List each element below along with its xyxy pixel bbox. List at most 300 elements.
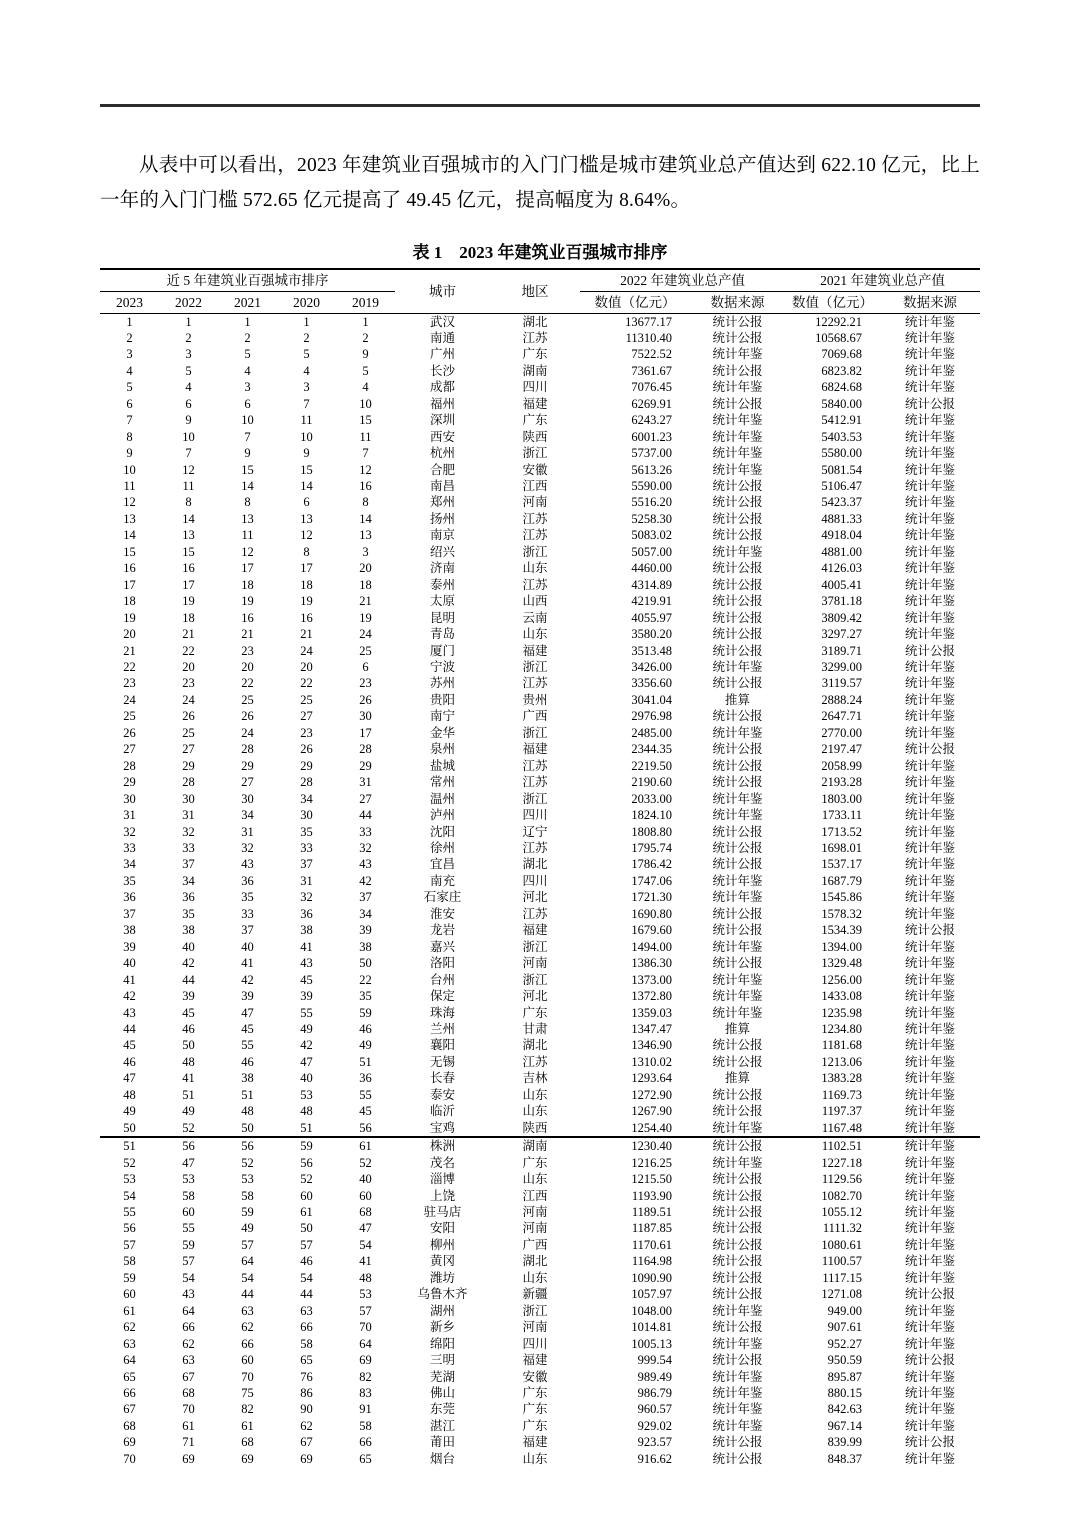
cell-rank-2022: 22 [182,643,195,658]
cell-rank-2020: 15 [300,462,313,477]
cell-rank-2020: 45 [300,972,313,987]
cell-rank-2022: 20 [182,660,195,675]
cell-rank-2019: 39 [359,923,372,938]
cell-rank-2019: 16 [359,479,372,494]
cell-value-2021: 1394.00 [821,939,863,954]
cell-region: 广东 [522,1402,548,1417]
cell-source-2021: 统计年鉴 [905,1054,956,1069]
cell-value-2022: 1267.90 [631,1104,673,1119]
cell-region: 江苏 [522,577,548,592]
cell-source-2021: 统计年鉴 [905,841,956,855]
cell-region: 浙江 [522,725,548,740]
cell-rank-2020: 44 [300,1287,313,1302]
cell-region: 福建 [522,396,548,411]
cell-rank-2023: 27 [123,742,136,757]
cell-rank-2021: 48 [241,1104,254,1119]
cell-source-2021: 统计年鉴 [905,1204,956,1219]
cell-rank-2020: 38 [300,923,313,938]
cell-rank-2019: 38 [359,939,372,954]
cell-city: 武汉 [430,314,456,329]
cell-rank-2019: 37 [359,890,372,905]
cell-value-2022: 1293.64 [631,1071,673,1086]
table-row [100,1385,980,1401]
cell-value-2022: 1090.90 [631,1270,673,1285]
cell-region: 广西 [522,1237,548,1252]
cell-rank-2019: 2 [362,330,369,345]
cell-region: 湖南 [490,1137,580,1154]
cell-rank-2019: 58 [359,1418,372,1433]
table-row [100,1434,980,1450]
table-row [100,1286,980,1302]
cell-source-2022: 统计年鉴 [712,939,763,954]
cell-rank-2021: 14 [241,479,254,494]
cell-rank-2022: 6 [185,396,192,411]
cell-source-2022: 统计年鉴 [712,380,763,395]
cell-value-2022: 2344.35 [631,742,673,757]
cell-value-2022: 1005.13 [631,1336,673,1351]
cell-rank-2021: 16 [241,610,254,625]
cell-value-2021: 949.00 [827,1303,863,1318]
cell-value-2022: 13677.17 [625,314,673,329]
cell-rank-2019: 23 [359,676,372,691]
cell-source-2021: 统计年鉴 [905,972,956,987]
cell-rank-2022: 33 [182,841,195,855]
cell-source-2021: 统计年鉴 [905,314,956,329]
cell-city: 泰安 [430,1087,456,1102]
cell-rank-2023: 35 [123,873,136,888]
cell-rank-2019: 54 [359,1237,372,1252]
cell-source-2021: 统计年鉴 [905,1237,956,1252]
cell-rank-2019: 8 [362,495,369,510]
cell-source-2022: 统计年鉴 [712,1120,763,1135]
table-row [100,741,980,757]
cell-city: 淮安 [430,906,456,921]
cell-value-2021: 1235.98 [821,1005,863,1020]
cell-rank-2022: 8 [185,495,192,510]
cell-rank-2022: 25 [182,725,195,740]
cell-city: 绵阳 [430,1336,456,1351]
cell-rank-2023: 64 [123,1353,136,1368]
cell-rank-2019: 61 [336,1137,395,1154]
cell-rank-2020: 55 [300,1005,313,1020]
cell-rank-2022: 13 [182,528,195,543]
cell-source-2022: 统计公报 [712,627,763,642]
cell-rank-2022: 37 [182,857,195,872]
cell-source-2022: 统计公报 [712,824,763,839]
cell-rank-2021: 46 [241,1054,254,1069]
header-rank-group: 近 5 年建筑业百强城市排序 [100,269,395,292]
cell-source-2021: 统计年鉴 [905,1270,956,1285]
cell-rank-2020: 63 [300,1303,313,1318]
table-row [100,1401,980,1417]
cell-rank-2023: 33 [123,841,136,855]
cell-value-2021: 7069.68 [821,347,863,362]
cell-rank-2019: 82 [359,1369,372,1384]
cell-value-2022: 1216.25 [631,1155,673,1170]
cell-source-2021: 统计年鉴 [905,479,956,494]
cell-rank-2021: 44 [241,1287,254,1302]
cell-rank-2021: 30 [241,791,254,806]
cell-rank-2020: 54 [300,1270,313,1285]
cell-source-2021: 统计年鉴 [905,1320,956,1335]
cell-value-2022: 1359.03 [631,1005,673,1020]
cell-rank-2021: 23 [241,643,254,658]
cell-source-2022: 统计公报 [712,643,763,658]
cell-city: 南京 [430,528,456,543]
cell-rank-2020: 39 [300,989,313,1004]
cell-value-2022: 923.57 [637,1435,673,1450]
cell-rank-2022: 56 [159,1137,218,1154]
table-row [100,396,980,412]
cell-city: 长春 [430,1071,456,1086]
cell-city: 南昌 [430,479,456,494]
cell-rank-2023: 8 [126,429,133,444]
cell-region: 安徽 [522,462,548,477]
cell-source-2021: 统计年鉴 [905,1385,956,1400]
cell-rank-2020: 57 [300,1237,313,1252]
cell-region: 山东 [522,627,548,642]
cell-rank-2021: 17 [241,561,254,576]
cell-rank-2021: 12 [241,544,254,559]
cell-region: 河南 [522,1204,548,1219]
cell-rank-2019: 36 [359,1071,372,1086]
cell-source-2021: 统计年鉴 [905,709,956,724]
cell-source-2021: 统计年鉴 [905,1303,956,1318]
cell-value-2022: 1786.42 [631,857,673,872]
cell-source-2021: 统计年鉴 [905,1071,956,1086]
cell-rank-2023: 55 [123,1204,136,1219]
cell-rank-2021: 61 [241,1418,254,1433]
cell-city: 兰州 [430,1021,456,1036]
cell-region: 山东 [522,1172,548,1187]
cell-rank-2020: 36 [300,906,313,921]
cell-region: 江苏 [522,528,548,543]
cell-rank-2021: 28 [241,742,254,757]
cell-value-2022: 1230.40 [580,1137,690,1154]
cell-rank-2021: 51 [241,1087,254,1102]
cell-rank-2021: 39 [241,989,254,1004]
cell-rank-2021: 26 [241,709,254,724]
cell-source-2021: 统计年鉴 [905,758,956,773]
cell-value-2021: 952.27 [827,1336,863,1351]
cell-city: 西安 [430,429,456,444]
cell-city: 黄冈 [430,1254,456,1269]
cell-region: 山东 [522,1087,548,1102]
cell-rank-2020: 69 [300,1451,313,1466]
cell-source-2022: 统计公报 [712,314,763,329]
cell-source-2022: 统计公报 [712,857,763,872]
cell-rank-2023: 5 [126,380,133,395]
cell-rank-2020: 1 [303,314,310,329]
cell-city: 洛阳 [430,956,456,971]
cell-rank-2021: 52 [241,1155,254,1170]
cell-rank-2019: 51 [359,1054,372,1069]
cell-region: 广东 [522,413,548,428]
table-row [100,1103,980,1119]
table-row [100,1054,980,1070]
cell-rank-2019: 26 [359,692,372,707]
cell-source-2022: 推算 [725,692,751,707]
cell-region: 河南 [522,495,548,510]
cell-source-2021: 统计年鉴 [905,725,956,740]
cell-rank-2019: 42 [359,873,372,888]
cell-rank-2023: 47 [123,1071,136,1086]
cell-value-2021: 5412.91 [821,413,863,428]
cell-value-2022: 4219.91 [631,594,673,609]
cell-rank-2021: 34 [241,808,254,823]
cell-rank-2019: 35 [359,989,372,1004]
cell-rank-2019: 10 [359,396,372,411]
cell-rank-2021: 47 [241,1005,254,1020]
table-row [100,346,980,362]
cell-rank-2020: 30 [300,808,313,823]
cell-source-2021: 统计年鉴 [905,1104,956,1119]
cell-city: 湛江 [430,1418,456,1433]
cell-region: 浙江 [522,972,548,987]
cell-rank-2019: 25 [359,643,372,658]
cell-source-2021: 统计年鉴 [905,1418,956,1433]
cell-source-2021: 统计年鉴 [905,660,956,675]
cell-city: 盐城 [430,758,456,773]
cell-source-2021: 统计年鉴 [905,775,956,790]
cell-region: 江苏 [522,330,548,345]
cell-value-2022: 6269.91 [631,396,673,411]
cell-value-2022: 960.57 [637,1402,673,1417]
cell-region: 贵州 [522,692,548,707]
cell-source-2021: 统计年鉴 [905,676,956,691]
cell-rank-2023: 46 [123,1054,136,1069]
table-row [100,643,980,659]
cell-rank-2022: 60 [182,1204,195,1219]
cell-city: 宝鸡 [430,1120,456,1135]
cell-rank-2022: 41 [182,1071,195,1086]
cell-rank-2023: 65 [123,1369,136,1384]
cell-rank-2019: 69 [359,1353,372,1368]
cell-rank-2022: 34 [182,873,195,888]
cell-value-2021: 4005.41 [821,577,863,592]
cell-region: 江苏 [522,758,548,773]
table-row [100,1120,980,1137]
cell-rank-2019: 5 [362,363,369,378]
cell-source-2021: 统计公报 [905,1287,956,1302]
cell-source-2022: 统计年鉴 [712,660,763,675]
table-row [100,1005,980,1021]
cell-rank-2023: 29 [123,775,136,790]
cell-source-2021: 统计年鉴 [905,380,956,395]
cell-region: 浙江 [522,939,548,954]
cell-city: 台州 [430,972,456,987]
cell-rank-2020: 19 [300,594,313,609]
cell-rank-2023: 61 [123,1303,136,1318]
table-row [100,593,980,609]
cell-rank-2023: 38 [123,923,136,938]
cell-source-2021: 统计公报 [905,1435,956,1450]
cell-rank-2019: 17 [359,725,372,740]
cell-rank-2019: 24 [359,627,372,642]
cell-source-2022: 统计年鉴 [712,791,763,806]
cell-rank-2020: 67 [300,1435,313,1450]
cell-rank-2021: 3 [244,380,251,395]
cell-source-2022: 统计年鉴 [712,446,763,461]
cell-source-2021: 统计年鉴 [905,1451,956,1466]
cell-source-2021: 统计年鉴 [905,347,956,362]
cell-value-2022: 7522.52 [631,347,673,362]
header-city: 城市 [395,269,490,314]
cell-region: 福建 [522,742,548,757]
cell-rank-2021: 40 [241,939,254,954]
cell-value-2021: 4881.00 [821,544,863,559]
table-row [100,856,980,872]
cell-rank-2022: 18 [182,610,195,625]
cell-value-2022: 1189.51 [631,1204,673,1219]
cell-rank-2023: 50 [123,1120,136,1135]
cell-source-2022: 推算 [725,1021,751,1036]
table-row [100,1237,980,1253]
cell-value-2021: 10568.67 [815,330,863,345]
cell-source-2021: 统计公报 [905,923,956,938]
cell-rank-2022: 42 [182,956,195,971]
cell-region: 广东 [522,1155,548,1170]
cell-rank-2023: 45 [123,1038,136,1053]
cell-region: 山东 [522,1104,548,1119]
cell-value-2021: 1383.28 [821,1071,863,1086]
cell-rank-2023: 56 [123,1221,136,1236]
header-year-2021: 2021 [218,291,277,313]
cell-source-2022: 推算 [725,1071,751,1086]
cell-rank-2023: 31 [123,808,136,823]
cell-rank-2019: 46 [359,1021,372,1036]
table-row [100,610,980,626]
table-row [100,1418,980,1434]
cell-rank-2020: 48 [300,1104,313,1119]
cell-city: 嘉兴 [430,939,456,954]
cell-rank-2022: 55 [182,1221,195,1236]
table-row [100,1336,980,1352]
cell-rank-2023: 21 [123,643,136,658]
cell-rank-2023: 12 [123,495,136,510]
cell-region: 安徽 [522,1369,548,1384]
cell-rank-2023: 49 [123,1104,136,1119]
cell-value-2022: 5516.20 [631,495,673,510]
cell-rank-2021: 36 [241,873,254,888]
cell-source-2022: 统计公报 [712,1038,763,1053]
cell-source-2021: 统计年鉴 [905,1172,956,1187]
cell-value-2022: 6001.23 [631,429,673,444]
cell-source-2022: 统计公报 [712,1054,763,1069]
cell-value-2022: 11310.40 [625,330,673,345]
cell-value-2022: 1808.80 [631,824,673,839]
cell-rank-2019: 12 [359,462,372,477]
cell-rank-2020: 62 [300,1418,313,1433]
cell-rank-2020: 32 [300,890,313,905]
cell-rank-2022: 10 [182,429,195,444]
cell-rank-2019: 34 [359,906,372,921]
cell-rank-2022: 21 [182,627,195,642]
cell-region: 广东 [522,1005,548,1020]
cell-source-2022: 统计公报 [712,923,763,938]
cell-value-2022: 2219.50 [631,758,673,773]
table-row [100,939,980,955]
cell-rank-2021: 10 [241,413,254,428]
cell-region: 山东 [522,561,548,576]
cell-source-2022: 统计年鉴 [712,808,763,823]
cell-region: 河北 [522,989,548,1004]
cell-rank-2023: 13 [123,511,136,526]
cell-city: 徐州 [430,841,456,855]
cell-city: 贵阳 [430,692,456,707]
cell-rank-2023: 60 [123,1287,136,1302]
cell-rank-2019: 55 [359,1087,372,1102]
cell-rank-2022: 54 [182,1270,195,1285]
cell-rank-2021: 15 [241,462,254,477]
cell-rank-2023: 10 [123,462,136,477]
table-row [100,462,980,478]
cell-source-2021: 统计公报 [905,1353,956,1368]
cell-rank-2023: 44 [123,1021,136,1036]
cell-value-2022: 1254.40 [631,1120,673,1135]
cell-rank-2022: 23 [182,676,195,691]
cell-rank-2022: 66 [182,1320,195,1335]
header-region: 地区 [490,269,580,314]
cell-rank-2019: 57 [359,1303,372,1318]
cell-source-2022: 统计公报 [712,775,763,790]
table-row [100,659,980,675]
cell-rank-2021: 20 [241,660,254,675]
cell-value-2021: 1256.00 [821,972,863,987]
cell-city: 石家庄 [423,890,462,905]
header-year-2022: 2022 [159,291,218,313]
table-row [100,429,980,445]
cell-value-2022: 3580.20 [631,627,673,642]
cell-region: 广东 [522,1385,548,1400]
cell-rank-2023: 24 [123,692,136,707]
cell-rank-2020: 43 [300,956,313,971]
cell-rank-2019: 28 [359,742,372,757]
cell-value-2021: 1713.52 [821,824,863,839]
cell-value-2022: 5258.30 [631,511,673,526]
cell-value-2021: 1433.08 [821,989,863,1004]
cell-source-2022: 统计年鉴 [712,1385,763,1400]
cell-rank-2021: 66 [241,1336,254,1351]
cell-rank-2020: 28 [300,775,313,790]
cell-rank-2019: 30 [359,709,372,724]
cell-rank-2019: 91 [359,1402,372,1417]
cell-city: 上饶 [430,1188,456,1203]
cell-source-2021: 统计公报 [905,396,956,411]
cell-value-2021: 6824.68 [821,380,863,395]
table-row [100,922,980,938]
cell-value-2021: 2647.71 [821,709,863,724]
cell-rank-2021: 13 [241,511,254,526]
cell-rank-2022: 50 [182,1038,195,1053]
cell-region: 山东 [522,1451,548,1466]
cell-value-2021: 848.37 [827,1451,863,1466]
cell-value-2022: 1310.02 [631,1054,673,1069]
cell-city: 乌鲁木齐 [417,1287,468,1302]
cell-rank-2021: 75 [241,1385,254,1400]
cell-region: 浙江 [522,660,548,675]
cell-rank-2023: 20 [123,627,136,642]
table-row [100,445,980,461]
page-header-rule [100,104,980,107]
cell-rank-2023: 16 [123,561,136,576]
cell-rank-2021: 11 [241,528,254,543]
cell-source-2021: 统计年鉴 [905,1402,956,1417]
table-row [100,807,980,823]
cell-source-2022: 统计年鉴 [712,972,763,987]
cell-value-2021: 2770.00 [821,725,863,740]
cell-rank-2022: 4 [185,380,192,395]
